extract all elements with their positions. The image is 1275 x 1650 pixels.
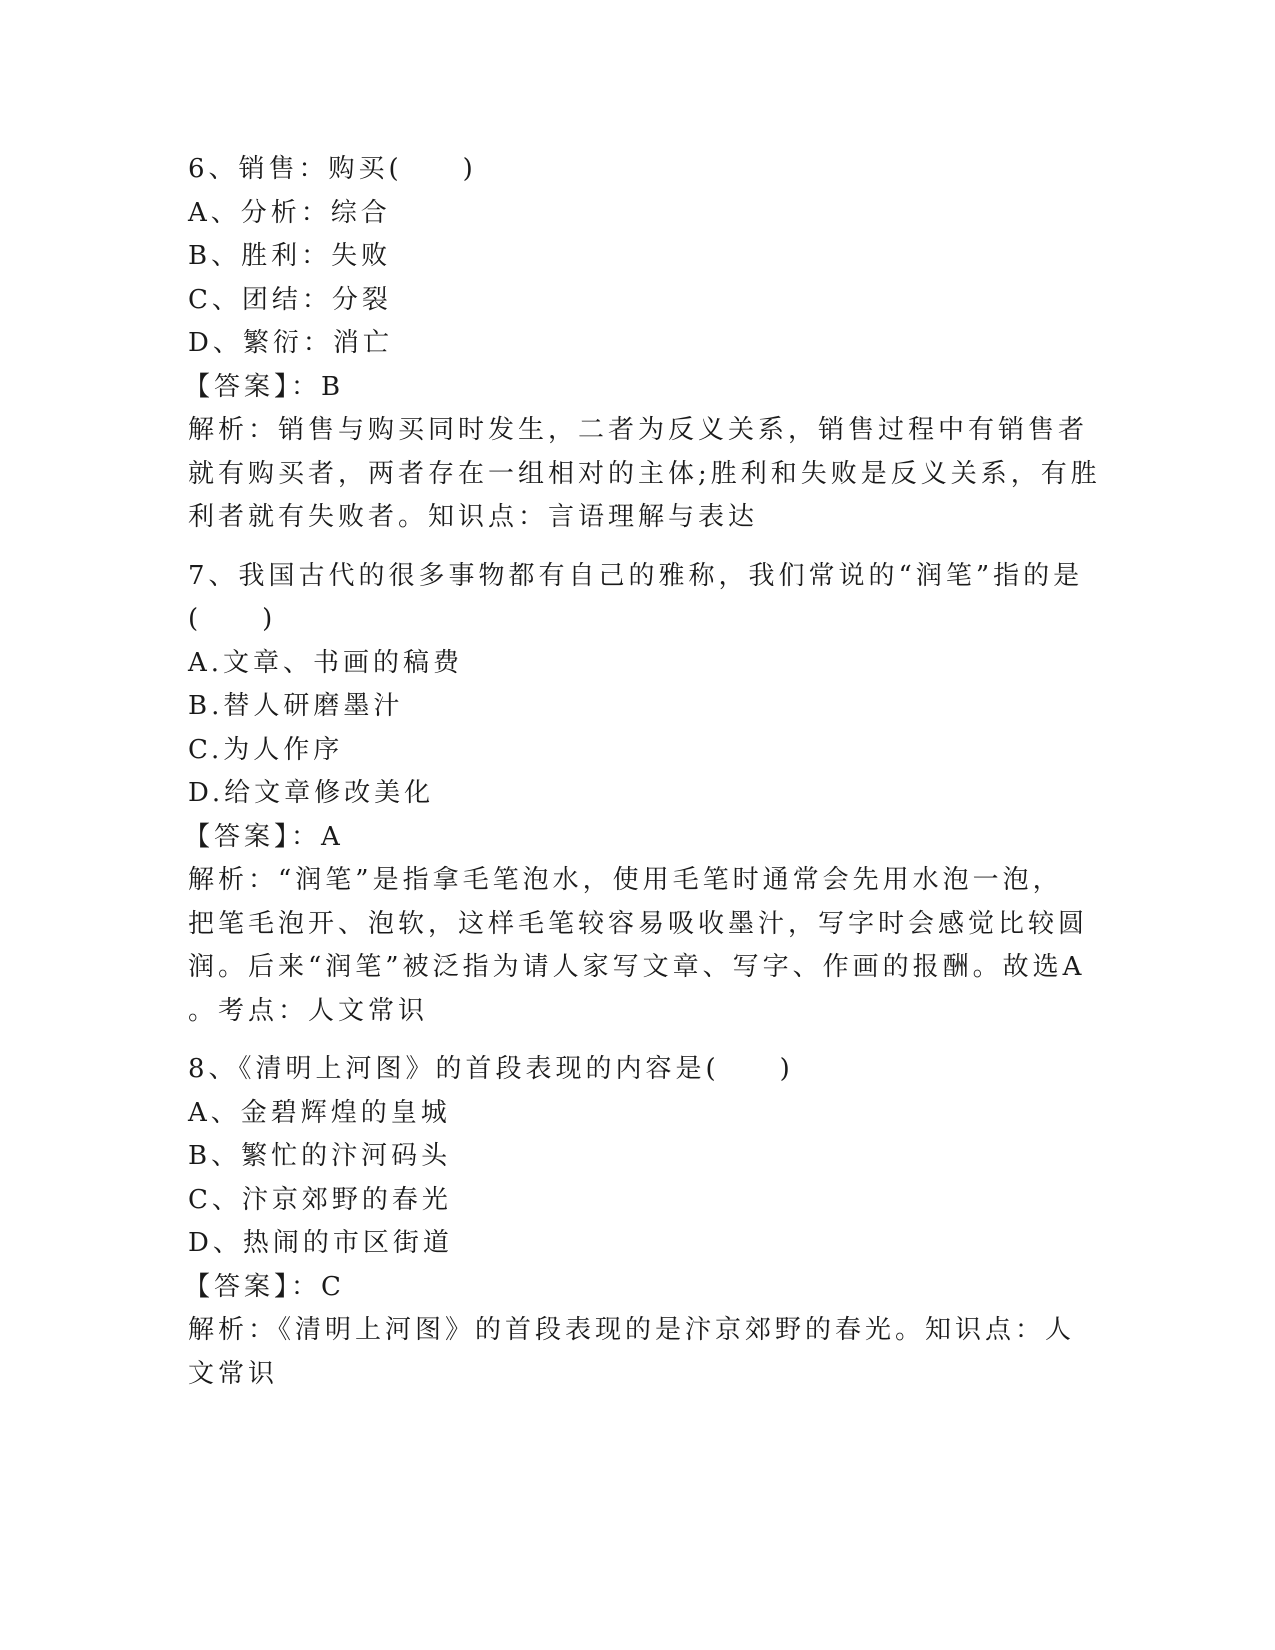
option-c: C、团结：分裂 [188, 284, 392, 315]
answer: 【答案】：B [184, 371, 345, 402]
analysis-line: 就有购买者，两者存在一组相对的主体;胜利和失败是反义关系，有胜 [188, 458, 1101, 489]
analysis-line: 利者就有失败者。知识点：言语理解与表达 [188, 502, 759, 532]
question-7 [184, 555, 1089, 1034]
option-a: A、金碧辉煌的皇城 [188, 1097, 451, 1128]
analysis-line: 解析：“润笔”是指拿毛笔泡水，使用毛笔时通常会先用水泡一泡， [188, 865, 1063, 895]
option-c: C、汴京郊野的春光 [188, 1184, 452, 1215]
option-d: D、热闹的市区街道 [188, 1228, 453, 1258]
option-a: A、分析：综合 [188, 197, 391, 228]
analysis-line: 解析：销售与购买同时发生，二者为反义关系，销售过程中有销售者 [188, 415, 1089, 445]
question-list [184, 148, 1101, 1411]
question-stem: ( ) [188, 604, 277, 634]
option-b: B、胜利：失败 [188, 241, 392, 271]
analysis-line: 解析：《清明上河图》的首段表现的是汴京郊野的春光。知识点：人 [188, 1315, 1076, 1345]
option-a: A.文章、书画的稿费 [188, 647, 464, 678]
option-b: B.替人研磨墨汁 [188, 691, 404, 721]
question-6 [184, 148, 1101, 540]
question-stem: 6、销售：购买( ) [188, 154, 477, 184]
question-8 [184, 1048, 1088, 1396]
option-b: B、繁忙的汴河码头 [188, 1141, 452, 1171]
option-d: D、繁衍：消亡 [188, 328, 393, 358]
option-d: D.给文章修改美化 [188, 778, 435, 808]
option-c: C.为人作序 [188, 734, 344, 765]
analysis-line: 。考点：人文常识 [188, 995, 429, 1026]
analysis-line: 润。后来“润笔”被泛指为请人家写文章、写字、作画的报酬。故选A [188, 952, 1086, 982]
analysis-line: 把笔毛泡开、泡软，这样毛笔较容易吸收墨汁，写字时会感觉比较圆 [188, 908, 1089, 939]
answer: 【答案】：A [184, 821, 344, 852]
question-stem: 8、《清明上河图》的首段表现的内容是( ) [188, 1054, 794, 1084]
question-stem: 7、我国古代的很多事物都有自己的雅称，我们常说的“润笔”指的是 [188, 560, 1084, 591]
answer: 【答案】：C [184, 1271, 345, 1302]
analysis-line: 文常识 [188, 1358, 279, 1389]
